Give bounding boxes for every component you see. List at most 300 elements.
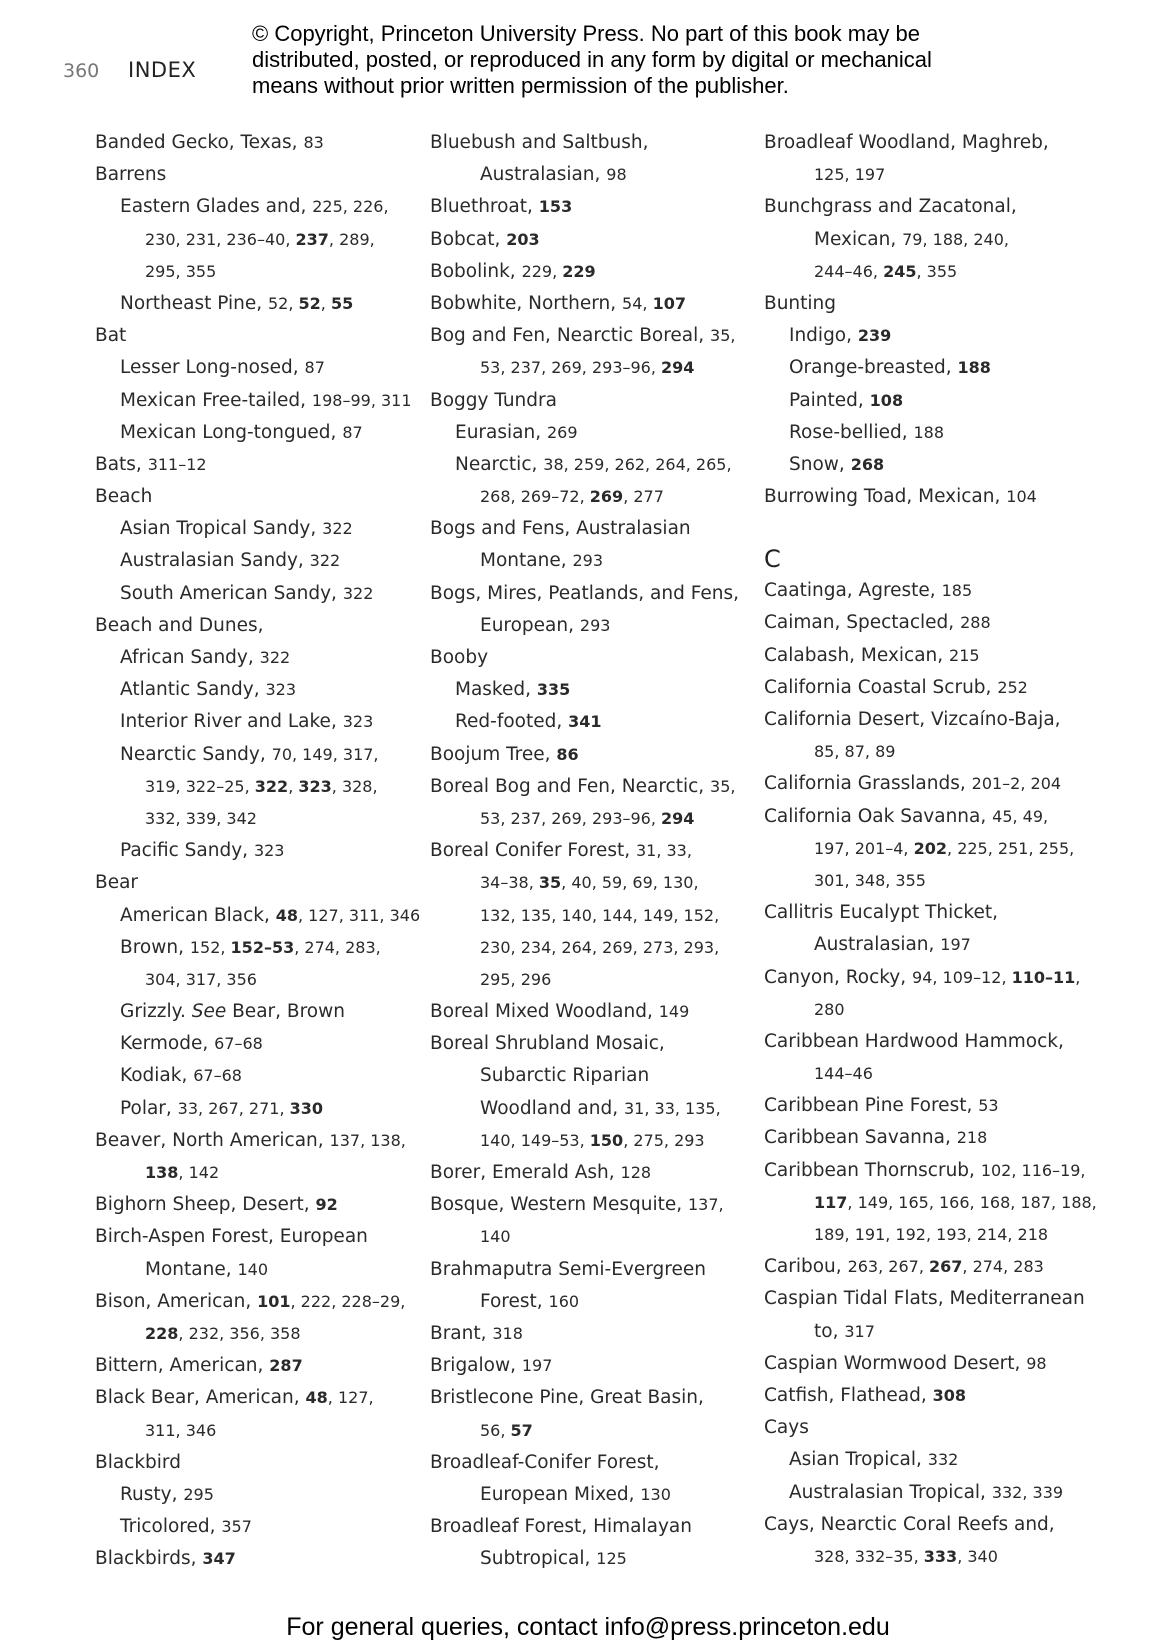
index-entry-line [764, 481, 1104, 513]
index-entry-line [95, 1125, 415, 1157]
page-ref-bold: 203 [506, 229, 540, 249]
entry-term: Boreal Mixed Woodland, [430, 1001, 659, 1023]
index-entry-line [764, 1122, 1104, 1154]
index-entry-line [430, 481, 750, 513]
page-ref-bold: 333 [923, 1546, 958, 1566]
page-ref-bold: 92 [315, 1195, 338, 1215]
entry-term: Bat [95, 325, 127, 347]
page-ref: 252 [997, 677, 1028, 697]
index-entry-line [95, 288, 415, 320]
entry-term: Caspian Wormwood Desert, [764, 1352, 1027, 1374]
index-entry-line [764, 575, 1104, 607]
entry-term: Borer, Emerald Ash, [430, 1162, 621, 1183]
page-ref: 125, 197 [814, 165, 886, 185]
index-entry-line [95, 417, 415, 449]
page-ref: 140 [480, 1227, 511, 1247]
entry-term: Masked, [455, 679, 537, 701]
index-entry-line [430, 417, 750, 449]
index-entry-line [430, 1511, 750, 1543]
index-entry-line [430, 578, 750, 610]
entry-term: Mexican Long-tongued, [120, 421, 343, 443]
page-ref: 132, 135, 140, 144, 149, 152, [480, 905, 720, 925]
entry-term: Bittern, American, [95, 1355, 270, 1377]
entry-term: Bear [95, 872, 139, 894]
page-ref: 185 [941, 581, 973, 601]
index-entry-line [95, 320, 415, 352]
page-ref-bold: 150 [589, 1130, 624, 1150]
entry-term: Rusty, [120, 1483, 184, 1505]
index-entry-line [95, 1511, 415, 1543]
entry-term: Bison, American, [95, 1290, 258, 1312]
page-ref: 201–2, 204 [971, 774, 1062, 794]
entry-term: Bunchgrass and Zacatonal, [764, 196, 1017, 218]
page-ref: 197 [940, 935, 971, 955]
page-ref-bold: 308 [932, 1385, 967, 1405]
entry-term: California Coastal Scrub, [764, 676, 998, 698]
entry-term: Interior River and Lake, [120, 711, 343, 733]
page-ref: 70, 149, 317, [271, 744, 379, 764]
page-ref: 322 [322, 519, 353, 539]
entry-term: Beaver, North American, [95, 1129, 330, 1151]
page-ref: 304, 317, 356 [145, 969, 257, 989]
entry-term: Bog and Fen, Nearctic Boreal, [430, 325, 711, 347]
index-entry-line [430, 320, 750, 352]
index-entry-line [764, 159, 1104, 191]
index-entry-line [430, 1125, 750, 1157]
page-ref: 33, 267, 271, [177, 1098, 290, 1118]
page-ref: 53 [978, 1096, 999, 1116]
page-ref-bold: 229 [562, 261, 596, 281]
entry-term: Birch-Aspen Forest, European [95, 1226, 368, 1248]
entry-term: Northeast Pine, [120, 292, 268, 314]
index-entry-line [430, 932, 750, 964]
index-entry-line [430, 1382, 750, 1414]
page-ref-bold: 228 [145, 1323, 179, 1343]
page-ref: 198–99, 311 [311, 390, 412, 410]
index-entry-line [430, 513, 750, 545]
entry-term: Black Bear, American, [95, 1387, 306, 1409]
index-entry-line [95, 964, 415, 996]
index-entry-line [95, 674, 415, 706]
entry-term: Broadleaf-Conifer Forest, [430, 1451, 660, 1473]
index-entry-line [764, 352, 1104, 384]
index-entry-line [430, 803, 750, 835]
index-entry-line [95, 224, 415, 256]
entry-term: Bobolink, [430, 260, 522, 282]
index-column-1 [95, 127, 421, 1575]
page-ref-bold: 202 [913, 838, 948, 858]
page-ref-bold: 35 [538, 873, 562, 893]
index-entry-line [430, 1189, 750, 1221]
entry-term: Australasian, [480, 164, 607, 186]
index-entry-line [764, 288, 1104, 320]
entry-term: Kermode, [120, 1033, 215, 1055]
entry-term: Banded Gecko, Texas, [95, 132, 304, 153]
index-entry-line [430, 964, 750, 996]
index-column-3 [764, 127, 1104, 1573]
index-entry-line [95, 513, 415, 545]
index-entry-line [95, 996, 415, 1028]
entry-term: Canyon, Rocky, [764, 966, 913, 988]
index-entry-line [764, 994, 1104, 1026]
index-entry-line [95, 1286, 415, 1318]
page-ref: 35, [710, 326, 736, 346]
index-entry-line [764, 1444, 1104, 1476]
entry-term: Bighorn Sheep, Desert, [95, 1194, 316, 1216]
page-ref: 318 [492, 1323, 523, 1343]
page-ref-bold: 48 [275, 905, 298, 925]
running-head: INDEX [128, 58, 197, 82]
index-entry-line [764, 1187, 1104, 1219]
page-ref-bold: 52 [298, 293, 321, 313]
entry-term: Boggy Tundra [430, 389, 557, 411]
page-ref-bold: 117 [814, 1192, 848, 1212]
entry-term: Caribbean Pine Forest, [764, 1095, 979, 1117]
index-entry-line [430, 1415, 750, 1447]
entry-term: Cays, Nearctic Coral Reefs and, [764, 1513, 1055, 1535]
entry-term: Forest, [480, 1290, 549, 1312]
entry-term: Broadleaf Forest, Himalayan [430, 1516, 692, 1538]
entry-term: Callitris Eucalypt Thicket, [764, 902, 998, 924]
section-letter: C [764, 545, 781, 574]
page-ref: 332, 339 [991, 1482, 1064, 1502]
page-ref: 197, 201–4, [814, 838, 914, 858]
entry-term: Eastern Glades and, [120, 196, 313, 218]
page-ref-bold: 323 [298, 776, 332, 796]
index-entry-line [764, 607, 1104, 639]
entry-term: Caribbean Thornscrub, [764, 1159, 981, 1181]
entry-term: California Desert, Vizcaíno-Baja, [764, 709, 1061, 730]
page-ref: , 232, 356, 358 [178, 1323, 301, 1343]
page-ref: 45, 49, [992, 806, 1049, 826]
page-ref: , 274, 283, [294, 937, 381, 957]
page-ref-bold: 237 [295, 229, 329, 249]
page-ref: 301, 348, 355 [814, 870, 926, 890]
entry-term: Asian Tropical, [789, 1449, 928, 1471]
entry-term: Nearctic, [455, 453, 544, 475]
entry-term: Blackbird [95, 1451, 181, 1473]
index-entry-line [764, 704, 1104, 736]
entry-term: Orange-breasted, [789, 357, 958, 379]
entry-term: Bosque, Western Mesquite, [430, 1194, 688, 1216]
index-entry-line [430, 191, 750, 223]
page-ref: 85, 87, 89 [814, 742, 896, 762]
page-ref: 293 [579, 615, 611, 635]
page-ref-bold: 267 [928, 1257, 963, 1277]
page-ref: 34–38, [480, 873, 539, 893]
page-ref: , [1075, 967, 1081, 987]
index-entry-line [95, 642, 415, 674]
page-ref: 140 [237, 1259, 269, 1279]
entry-term: Bogs and Fens, Australasian [430, 518, 691, 540]
page-ref: , 40, 59, 69, 130, [561, 873, 699, 893]
index-entry-line [95, 1350, 415, 1382]
page-ref: 144–46 [814, 1064, 873, 1084]
page-ref: 87 [342, 422, 363, 442]
index-entry-line [430, 739, 750, 771]
page-ref: 130 [640, 1484, 671, 1504]
entry-term: Australasian, [814, 934, 941, 956]
entry-term: Australasian Tropical, [789, 1481, 992, 1503]
index-entry-line [764, 1283, 1104, 1315]
page-ref: 128 [620, 1163, 652, 1182]
page-ref-bold: 341 [568, 712, 602, 732]
index-entry-line [430, 1060, 750, 1092]
index-entry-line [430, 771, 750, 803]
index-entry-line [95, 1543, 415, 1575]
entry-term: Lesser Long-nosed, [120, 357, 305, 379]
index-entry-line [764, 768, 1104, 800]
index-entry-line [764, 224, 1104, 256]
page-ref: 98 [606, 165, 627, 185]
page-ref: 218 [956, 1128, 988, 1148]
page-number: 360 [63, 60, 100, 82]
entry-term: Mexican, [814, 228, 903, 250]
entry-term: Beach and Dunes, [95, 614, 264, 636]
index-entry-line [430, 1350, 750, 1382]
copyright-notice [252, 21, 972, 99]
entry-term: to, [814, 1320, 845, 1342]
page-ref: 104 [1006, 487, 1037, 507]
page-ref: 311–12 [147, 454, 207, 474]
index-entry-line [430, 1157, 750, 1189]
index-entry-line [430, 1479, 750, 1511]
page-ref: 38, 259, 262, 264, 265, [543, 454, 732, 474]
page-ref-bold: 110–11 [1011, 967, 1076, 987]
page-ref: , 127, 311, 346 [298, 905, 421, 925]
index-entry-line [430, 900, 750, 932]
index-entry-line [430, 159, 750, 191]
entry-term: Boreal Conifer Forest, [430, 840, 636, 862]
page-ref-bold: 138 [145, 1163, 179, 1182]
entry-term: Barrens [95, 164, 167, 186]
entry-term: Kodiak, [120, 1065, 194, 1087]
page-ref: 137, 138, [329, 1130, 406, 1150]
index-entry-line [764, 1477, 1104, 1509]
page-ref: 323 [253, 841, 285, 861]
page-ref: 311, 346 [145, 1420, 217, 1440]
index-entry-line [764, 1541, 1104, 1573]
entry-term: Asian Tropical Sandy, [120, 518, 323, 540]
index-entry-line [95, 1093, 415, 1125]
entry-term: Grizzly. [120, 1001, 192, 1023]
page-ref: 332 [927, 1450, 959, 1470]
entry-term: Beach [95, 486, 153, 508]
index-entry-line [430, 1221, 750, 1253]
entry-term: Caribbean Hardwood Hammock, [764, 1030, 1064, 1052]
entry-term: Bats, [95, 453, 148, 475]
index-entry-line [95, 1415, 415, 1447]
index-entry-line [764, 1058, 1104, 1090]
footer-contact: For general queries, contact info@press.princeton.edu [286, 1613, 890, 1641]
index-entry-line [95, 352, 415, 384]
index-entry-line [430, 127, 750, 159]
index-entry-line [95, 1157, 415, 1189]
page-ref-bold: 153 [538, 197, 573, 217]
entry-term: Bluethroat, [430, 196, 539, 218]
index-entry-line [95, 159, 415, 191]
page-ref: 263, 267, [847, 1257, 929, 1277]
page-ref: 35, [710, 776, 736, 796]
index-entry-line [764, 1412, 1104, 1444]
entry-term: Caiman, Spectacled, [764, 612, 961, 634]
page-ref: 269 [546, 422, 578, 442]
page-ref-bold: 347 [202, 1549, 236, 1569]
entry-term: Catfish, Flathead, [764, 1384, 933, 1406]
entry-term: Boojum Tree, [430, 743, 557, 765]
index-entry-line [95, 610, 415, 642]
entry-term: California Grasslands, [764, 773, 972, 795]
page-ref: 323 [265, 680, 297, 700]
index-entry-line [95, 1060, 415, 1092]
page-ref: 328, 332–35, [814, 1546, 924, 1566]
page-ref: , 340 [957, 1546, 998, 1566]
entry-term: Montane, [145, 1258, 238, 1280]
index-entry-line [764, 865, 1104, 897]
index-entry-line [764, 1155, 1104, 1187]
page-ref: 332, 339, 342 [145, 808, 257, 828]
page-ref: 295, 296 [480, 969, 552, 989]
page-ref-bold: 268 [850, 454, 885, 474]
page-ref: , 127, [327, 1388, 374, 1408]
index-entry-line [430, 642, 750, 674]
page-ref: 67–68 [214, 1034, 263, 1054]
page-ref: , 275, 293 [623, 1130, 705, 1150]
page-ref: , 328, [331, 776, 378, 796]
page-ref: 357 [221, 1517, 252, 1537]
index-entry-line [95, 835, 415, 867]
entry-term: American Black, [120, 904, 276, 926]
entry-term: South American Sandy, [120, 582, 343, 604]
index-entry-line [95, 706, 415, 738]
page-ref: 79, 188, 240, [902, 229, 1009, 249]
index-entry-line [764, 449, 1104, 481]
page-ref-bold: 239 [857, 326, 892, 346]
index-entry-line [95, 900, 421, 932]
index-entry-line [764, 801, 1104, 833]
page-ref: 98 [1026, 1353, 1047, 1373]
index-entry-line [95, 1254, 415, 1286]
page-ref: 293 [572, 551, 604, 571]
entry-term: Brahmaputra Semi-Evergreen [430, 1258, 706, 1280]
entry-term: Nearctic Sandy, [120, 743, 272, 765]
page-ref-bold: 55 [330, 293, 354, 313]
page-ref: , 277 [623, 487, 664, 507]
entry-term: Blackbirds, [95, 1548, 203, 1570]
index-entry-line [764, 1090, 1104, 1122]
entry-term: Painted, [789, 389, 870, 411]
page-ref: 295 [183, 1484, 214, 1504]
entry-term: Brant, [430, 1322, 493, 1344]
index-entry-line [764, 962, 1104, 994]
index-entry-line [95, 739, 415, 771]
index-entry-line [764, 1219, 1104, 1251]
index-entry-line [764, 1380, 1104, 1412]
entry-term: Brown, [120, 936, 190, 958]
index-entry-line [430, 610, 750, 642]
page-ref-bold: 330 [289, 1098, 324, 1118]
entry-term: Bunting [764, 292, 837, 314]
index-entry-line [430, 1447, 750, 1479]
entry-term: Caribbean Savanna, [764, 1127, 957, 1149]
page-ref: 225, 226, [312, 197, 389, 217]
page-ref: 319, 322–25, [145, 776, 255, 796]
index-entry-line [764, 1026, 1104, 1058]
page-ref-bold: 48 [305, 1388, 328, 1408]
page-ref: 317 [844, 1321, 875, 1341]
page-ref: 31, 33, [635, 841, 692, 861]
entry-term: Boreal Shrubland Mosaic, [430, 1033, 665, 1055]
index-entry-line [95, 1382, 415, 1414]
index-entry-line [95, 771, 415, 803]
index-entry-line [430, 1543, 750, 1575]
index-entry-line [764, 640, 1104, 672]
page-ref: 54, [622, 293, 653, 313]
page-ref: 87 [304, 358, 325, 378]
page-ref-bold: 269 [589, 487, 624, 507]
index-entry-line [95, 449, 415, 481]
entry-term: Caspian Tidal Flats, Mediterranean [764, 1288, 1085, 1310]
page-ref: 152, [189, 937, 231, 957]
page-ref-bold: 335 [536, 680, 571, 700]
index-entry-line [95, 803, 415, 835]
page-ref-bold: 322 [254, 776, 289, 796]
entry-term: Caribou, [764, 1256, 848, 1278]
entry-term: Subtropical, [480, 1548, 597, 1570]
page-ref: , 222, 228–29, [290, 1291, 406, 1311]
page-ref-bold: 108 [869, 390, 904, 410]
index-entry-line [430, 352, 750, 384]
index-entry-line [764, 385, 1104, 417]
page-ref: 53, 237, 269, 293–96, [480, 358, 662, 378]
entry-term: Cays [764, 1417, 809, 1439]
page-ref: 137, [688, 1195, 724, 1215]
page-ref: 280 [814, 999, 845, 1019]
page-ref: 230, 234, 264, 269, 273, 293, [480, 937, 720, 957]
entry-term: Bluebush and Saltbush, [430, 132, 649, 153]
page-ref-bold: 101 [257, 1291, 291, 1311]
index-entry-line [764, 897, 1104, 929]
entry-term: Burrowing Toad, Mexican, [764, 486, 1007, 508]
entry-term: Booby [430, 647, 489, 668]
page-ref-bold: 57 [510, 1420, 533, 1440]
entry-term: Mexican Free-tailed, [120, 389, 312, 411]
index-entry-line [95, 545, 415, 577]
page-ref: 229, [521, 261, 563, 281]
page-ref: 83 [303, 133, 324, 152]
page-ref: 197 [521, 1356, 553, 1376]
index-entry-line [764, 127, 1104, 159]
entry-term: Montane, [480, 550, 573, 572]
page-ref-bold: 294 [661, 808, 695, 828]
entry-term: Brigalow, [430, 1355, 522, 1377]
page-ref: 125 [596, 1549, 627, 1569]
page-ref: 53, 237, 269, 293–96, [480, 808, 662, 828]
index-entry-line [95, 1221, 415, 1253]
entry-term: Bogs, Mires, Peatlands, and Fens, [430, 582, 739, 604]
page-ref: , 274, 283 [962, 1257, 1044, 1277]
entry-term: Calabash, Mexican, [764, 644, 950, 666]
index-entry-line [430, 996, 750, 1028]
page-ref: 322 [259, 648, 291, 667]
page-ref: 56, [480, 1420, 511, 1440]
entry-term: Bristlecone Pine, Great Basin, [430, 1387, 704, 1409]
page-ref: 149 [658, 1002, 690, 1022]
index-entry-line [764, 833, 1104, 865]
page-ref: 230, 231, 236–40, [145, 229, 296, 249]
index-entry-line [764, 1316, 1104, 1348]
index-entry-line [430, 545, 750, 577]
